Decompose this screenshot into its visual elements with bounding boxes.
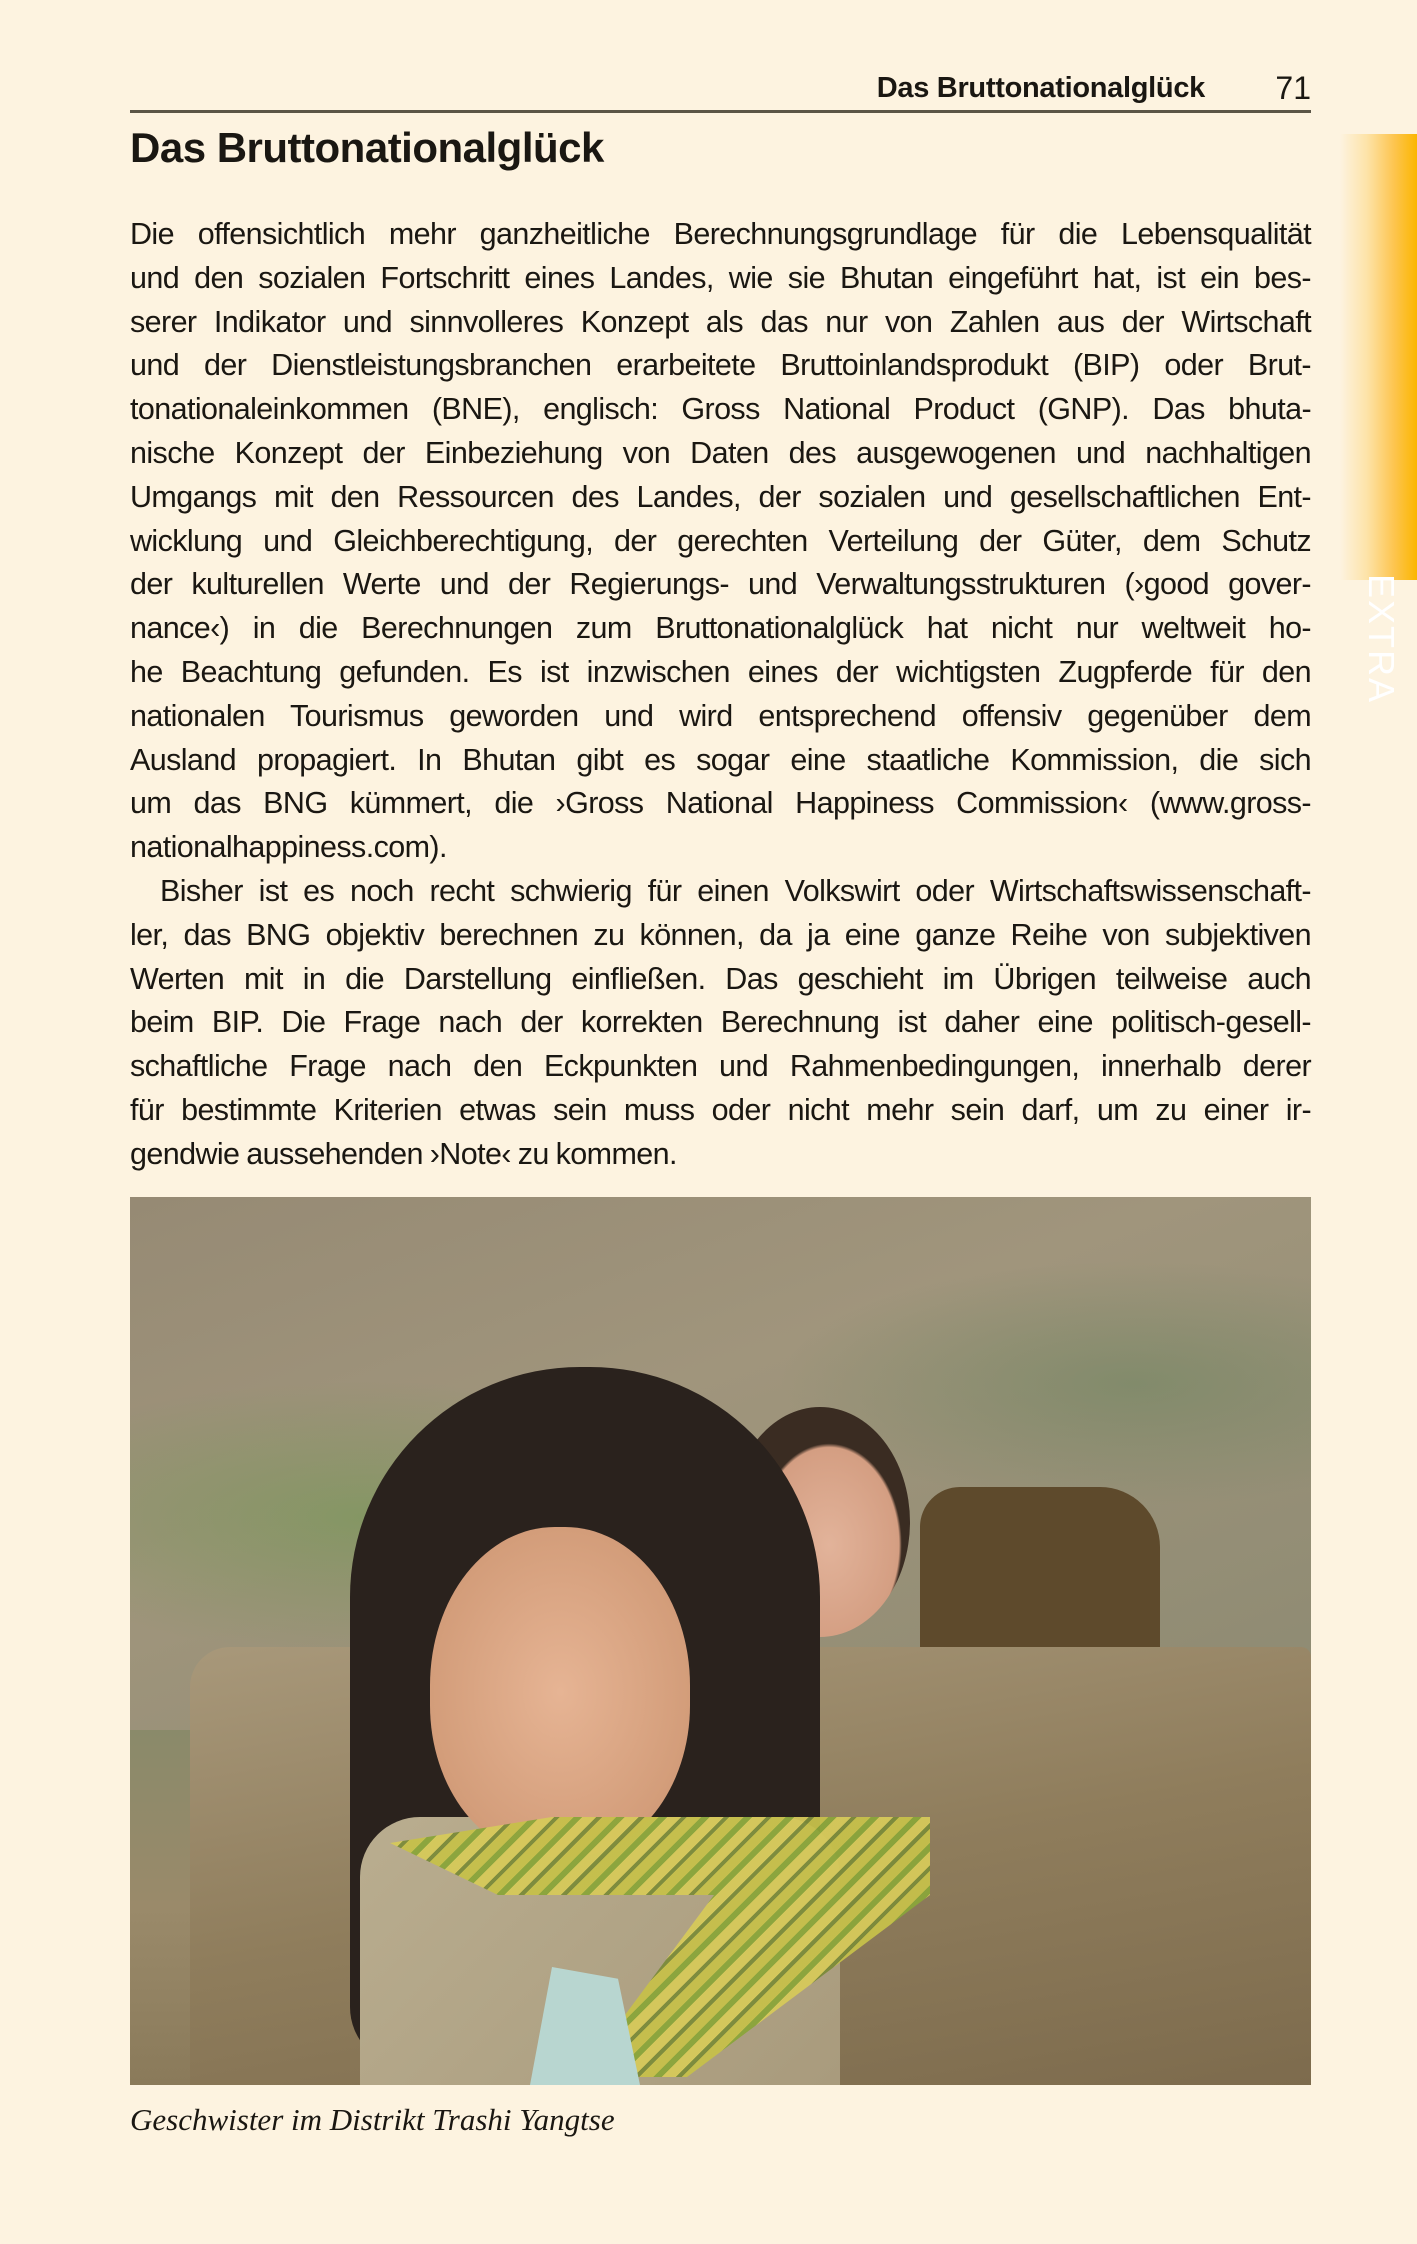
extra-section-tab	[1340, 134, 1417, 705]
text-line: und den sozialen Fortschritt eines Landes, wie sie Bhutan eingeführt hat, ist ein bes-	[130, 260, 1311, 295]
running-head	[130, 66, 1311, 113]
body-text	[130, 213, 1311, 1177]
text-line: nische Konzept der Einbeziehung von Daten des ausgewogenen und nachhaltigen	[130, 435, 1311, 470]
text-line: gendwie aussehenden ›Note‹ zu kommen.	[130, 1136, 677, 1171]
text-line: nance‹) in die Berechnungen zum Bruttonationalglück hat nicht nur weltweit ho-	[130, 611, 1311, 646]
text-line: um das BNG kümmert, die ›Gross National Happiness Commission‹ (www.gross-	[130, 786, 1311, 821]
text-line: nationalhappiness.com).	[130, 830, 447, 865]
figure-caption: Geschwister im Distrikt Trashi Yangtse	[130, 2102, 615, 2137]
text-line: Bisher ist es noch recht schwierig für einen Volkswirt oder Wirtschaftswissenschaft-	[160, 873, 1311, 908]
text-line: Die offensichtlich mehr ganzheitliche Berechnungsgrundlage für die Lebensqualität	[130, 217, 1311, 251]
photo-girl-face	[430, 1527, 690, 1857]
paragraph-1	[130, 213, 1311, 870]
text-line: nationalen Tourismus geworden und wird entsprechend offensiv gegenüber dem	[130, 698, 1311, 733]
text-line: Umgangs mit den Ressourcen des Landes, der sozialen und gesellschaftlichen Ent-	[130, 479, 1311, 514]
text-line: wicklung und Gleichberechtigung, der gerechten Verteilung der Güter, dem Schutz	[130, 523, 1311, 558]
text-line: schaftliche Frage nach den Eckpunkten und Rahmenbedingungen, innerhalb derer	[130, 1049, 1311, 1084]
text-line: und der Dienstleistungsbranchen erarbeitete Bruttoinlandsprodukt (BIP) oder Brut-	[130, 348, 1311, 383]
text-line: serer Indikator und sinnvolleres Konzept als das nur von Zahlen aus der Wirtschaft	[130, 304, 1311, 339]
photo-bag	[920, 1487, 1160, 1667]
text-line: Ausland propagiert. In Bhutan gibt es sogar eine staatliche Kommission, die sich	[130, 742, 1311, 777]
page-number: 71	[1275, 70, 1311, 106]
text-line: für bestimmte Kriterien etwas sein muss oder nicht mehr sein darf, um zu einer ir-	[130, 1092, 1311, 1127]
text-line: Werten mit in die Darstellung einfließen. Das geschieht im Übrigen teilweise auch	[130, 961, 1311, 996]
paragraph-2	[130, 870, 1311, 1177]
section-title: Das Bruttonationalglück	[130, 124, 604, 171]
photo-children	[130, 1197, 1311, 2085]
extra-tab-label: EXTRA	[1361, 574, 1402, 705]
text-line: beim BIP. Die Frage nach der korrekten Berechnung ist daher eine politisch-gesell-	[130, 1005, 1311, 1040]
text-line: he Beachtung gefunden. Es ist inzwischen eines der wichtigsten Zugpferde für den	[130, 654, 1311, 689]
text-line: der kulturellen Werte und der Regierungs- und Verwaltungsstrukturen (›good gover-	[130, 567, 1311, 602]
text-line: tonationaleinkommen (BNE), englisch: Gross National Product (GNP). Das bhuta-	[130, 392, 1311, 427]
text-line: ler, das BNG objektiv berechnen zu können, da ja eine ganze Reihe von subjektiven	[130, 917, 1311, 952]
running-head-title: Das Bruttonationalglück	[876, 72, 1205, 104]
